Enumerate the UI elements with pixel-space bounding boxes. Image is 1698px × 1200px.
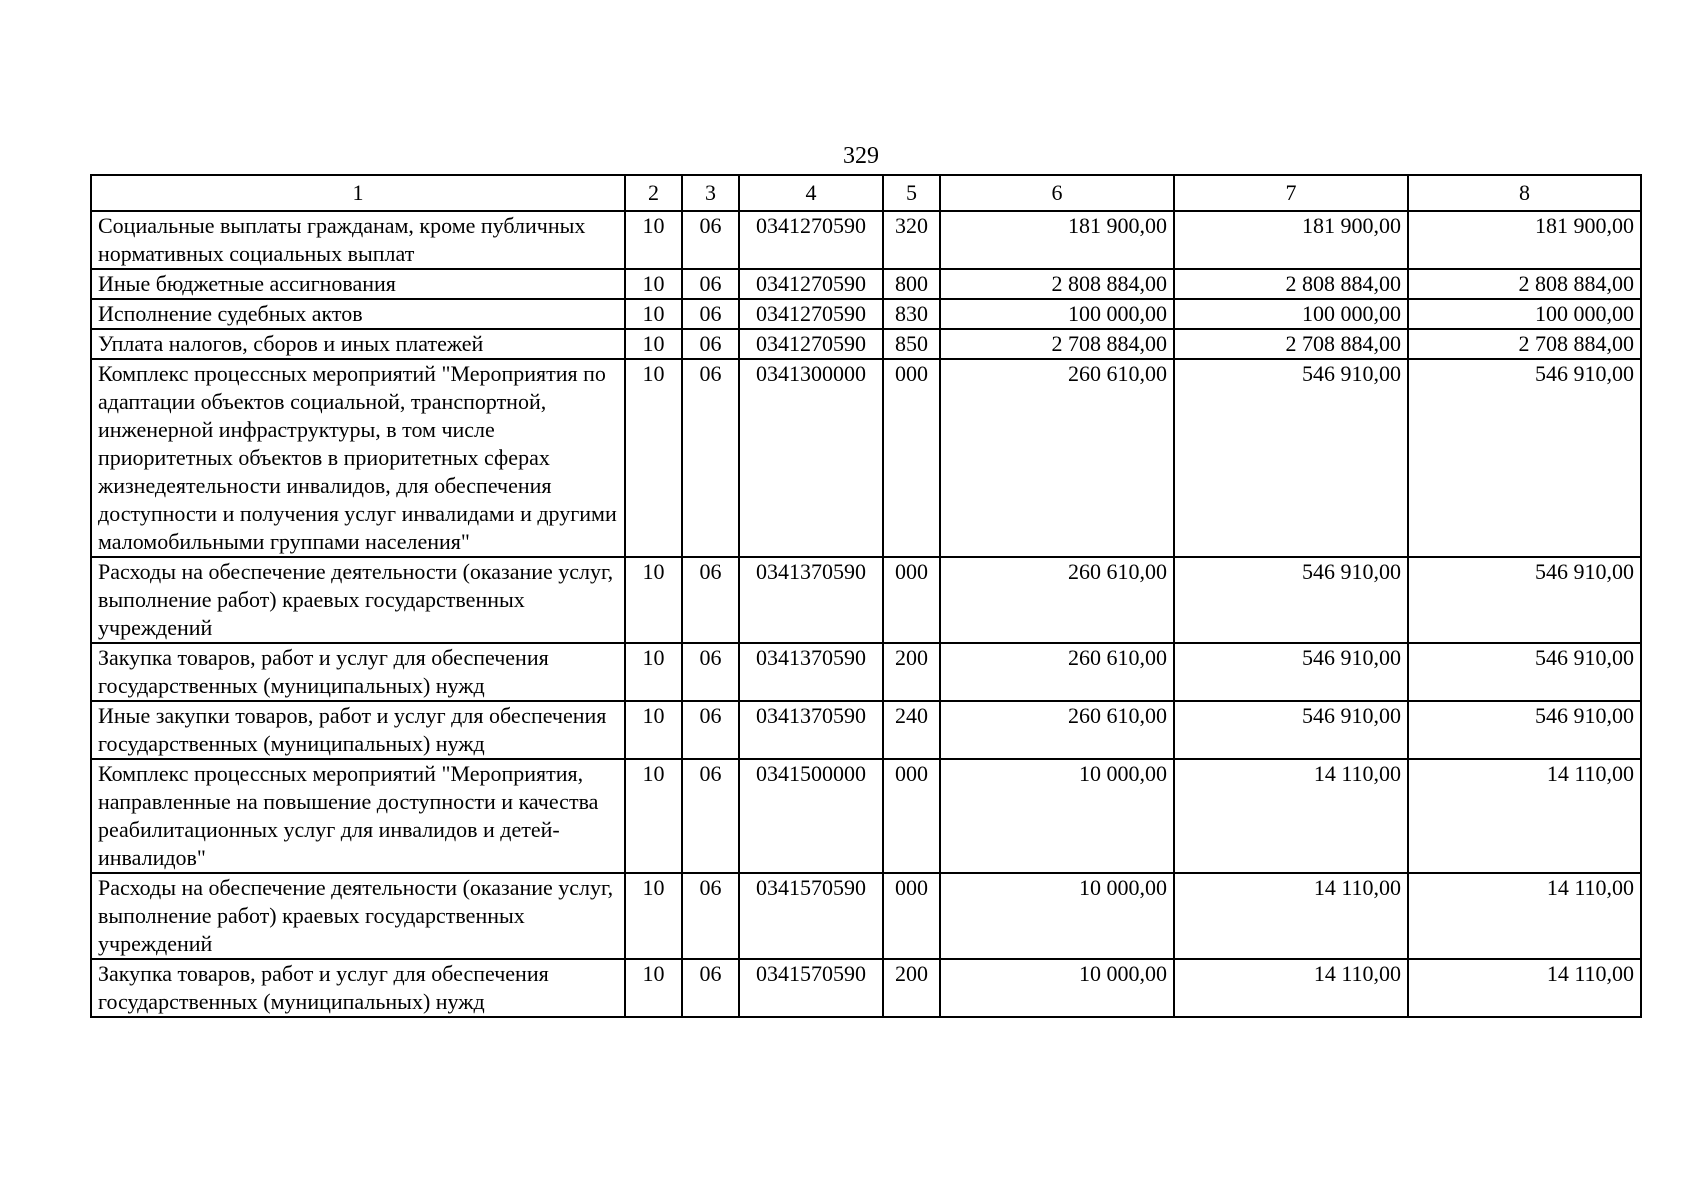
table-row: [91, 269, 1641, 299]
row-subsection: 06: [682, 269, 739, 299]
header-row: [91, 175, 1641, 211]
table-row: [91, 701, 1641, 759]
row-name: Иные закупки товаров, работ и услуг для обеспечения государственных (муниципальных) нужд: [91, 701, 625, 759]
row-target-code: 0341300000: [739, 359, 883, 557]
row-section: 10: [625, 557, 682, 643]
table-row: [91, 329, 1641, 359]
row-expense-type: 830: [883, 299, 940, 329]
col-header: 4: [739, 175, 883, 211]
row-value-8: 181 900,00: [1408, 211, 1641, 269]
col-header: 8: [1408, 175, 1641, 211]
row-value-8: 546 910,00: [1408, 701, 1641, 759]
row-target-code: 0341370590: [739, 701, 883, 759]
row-name: Уплата налогов, сборов и иных платежей: [91, 329, 625, 359]
row-name: Комплекс процессных мероприятий "Мероприятия по адаптации объектов социальной, транспортной, инженерной инфраструктуры, в том числе приоритетных объектов в приоритетных сферах жизнедеятельности инвалидов, для обеспечения доступности и получения услуг инвалидами и другими маломобильными группами населения": [91, 359, 625, 557]
row-value-6: 2 708 884,00: [940, 329, 1174, 359]
row-value-8: 546 910,00: [1408, 359, 1641, 557]
row-value-8: 100 000,00: [1408, 299, 1641, 329]
row-value-8: 14 110,00: [1408, 759, 1641, 873]
row-value-8: 14 110,00: [1408, 873, 1641, 959]
row-target-code: 0341270590: [739, 269, 883, 299]
row-value-8: 546 910,00: [1408, 643, 1641, 701]
row-value-7: 546 910,00: [1174, 701, 1408, 759]
table-row: [91, 643, 1641, 701]
row-section: 10: [625, 299, 682, 329]
row-subsection: 06: [682, 873, 739, 959]
row-value-6: 260 610,00: [940, 359, 1174, 557]
row-target-code: 0341570590: [739, 959, 883, 1017]
row-expense-type: 000: [883, 873, 940, 959]
table-row: [91, 557, 1641, 643]
col-header: 3: [682, 175, 739, 211]
row-value-6: 10 000,00: [940, 873, 1174, 959]
row-expense-type: 200: [883, 959, 940, 1017]
row-value-7: 2 808 884,00: [1174, 269, 1408, 299]
row-subsection: 06: [682, 643, 739, 701]
row-section: 10: [625, 643, 682, 701]
row-value-7: 100 000,00: [1174, 299, 1408, 329]
col-header: 7: [1174, 175, 1408, 211]
row-expense-type: 000: [883, 759, 940, 873]
col-header: 2: [625, 175, 682, 211]
row-expense-type: 240: [883, 701, 940, 759]
budget-table: [90, 174, 1642, 1018]
table-row: [91, 873, 1641, 959]
row-subsection: 06: [682, 359, 739, 557]
row-section: 10: [625, 959, 682, 1017]
row-section: 10: [625, 269, 682, 299]
row-value-7: 181 900,00: [1174, 211, 1408, 269]
row-name: Социальные выплаты гражданам, кроме публичных нормативных социальных выплат: [91, 211, 625, 269]
row-subsection: 06: [682, 329, 739, 359]
row-section: 10: [625, 701, 682, 759]
row-section: 10: [625, 873, 682, 959]
row-name: Расходы на обеспечение деятельности (оказание услуг, выполнение работ) краевых государственных учреждений: [91, 557, 625, 643]
row-subsection: 06: [682, 701, 739, 759]
row-expense-type: 800: [883, 269, 940, 299]
row-name: Исполнение судебных актов: [91, 299, 625, 329]
col-header: 6: [940, 175, 1174, 211]
row-target-code: 0341270590: [739, 211, 883, 269]
row-name: Закупка товаров, работ и услуг для обеспечения государственных (муниципальных) нужд: [91, 959, 625, 1017]
row-expense-type: 320: [883, 211, 940, 269]
table-row: [91, 759, 1641, 873]
row-expense-type: 000: [883, 557, 940, 643]
row-value-6: 181 900,00: [940, 211, 1174, 269]
table-row: [91, 359, 1641, 557]
row-section: 10: [625, 359, 682, 557]
row-name: Комплекс процессных мероприятий "Мероприятия, направленные на повышение доступности и качества реабилитационных услуг для инвалидов и детей-инвалидов": [91, 759, 625, 873]
row-value-6: 260 610,00: [940, 701, 1174, 759]
row-subsection: 06: [682, 557, 739, 643]
row-name: Расходы на обеспечение деятельности (оказание услуг, выполнение работ) краевых государственных учреждений: [91, 873, 625, 959]
row-value-6: 2 808 884,00: [940, 269, 1174, 299]
row-subsection: 06: [682, 211, 739, 269]
row-subsection: 06: [682, 959, 739, 1017]
row-value-7: 14 110,00: [1174, 873, 1408, 959]
row-value-7: 14 110,00: [1174, 959, 1408, 1017]
row-value-7: 546 910,00: [1174, 359, 1408, 557]
row-target-code: 0341370590: [739, 557, 883, 643]
row-value-7: 14 110,00: [1174, 759, 1408, 873]
row-value-8: 2 708 884,00: [1408, 329, 1641, 359]
row-section: 10: [625, 759, 682, 873]
row-target-code: 0341270590: [739, 299, 883, 329]
row-value-8: 546 910,00: [1408, 557, 1641, 643]
table-row: [91, 299, 1641, 329]
row-value-7: 2 708 884,00: [1174, 329, 1408, 359]
row-name: Закупка товаров, работ и услуг для обеспечения государственных (муниципальных) нужд: [91, 643, 625, 701]
row-subsection: 06: [682, 299, 739, 329]
row-value-7: 546 910,00: [1174, 557, 1408, 643]
row-expense-type: 200: [883, 643, 940, 701]
row-name: Иные бюджетные ассигнования: [91, 269, 625, 299]
row-subsection: 06: [682, 759, 739, 873]
row-expense-type: 000: [883, 359, 940, 557]
col-header: 1: [91, 175, 625, 211]
row-value-8: 2 808 884,00: [1408, 269, 1641, 299]
row-value-6: 260 610,00: [940, 643, 1174, 701]
col-header: 5: [883, 175, 940, 211]
row-section: 10: [625, 211, 682, 269]
row-value-6: 100 000,00: [940, 299, 1174, 329]
row-value-6: 260 610,00: [940, 557, 1174, 643]
row-value-6: 10 000,00: [940, 759, 1174, 873]
row-target-code: 0341270590: [739, 329, 883, 359]
row-target-code: 0341370590: [739, 643, 883, 701]
row-target-code: 0341570590: [739, 873, 883, 959]
row-value-6: 10 000,00: [940, 959, 1174, 1017]
row-section: 10: [625, 329, 682, 359]
table-row: [91, 211, 1641, 269]
row-expense-type: 850: [883, 329, 940, 359]
row-value-7: 546 910,00: [1174, 643, 1408, 701]
table-row: [91, 959, 1641, 1017]
row-value-8: 14 110,00: [1408, 959, 1641, 1017]
row-target-code: 0341500000: [739, 759, 883, 873]
page-number: 329: [843, 143, 879, 169]
